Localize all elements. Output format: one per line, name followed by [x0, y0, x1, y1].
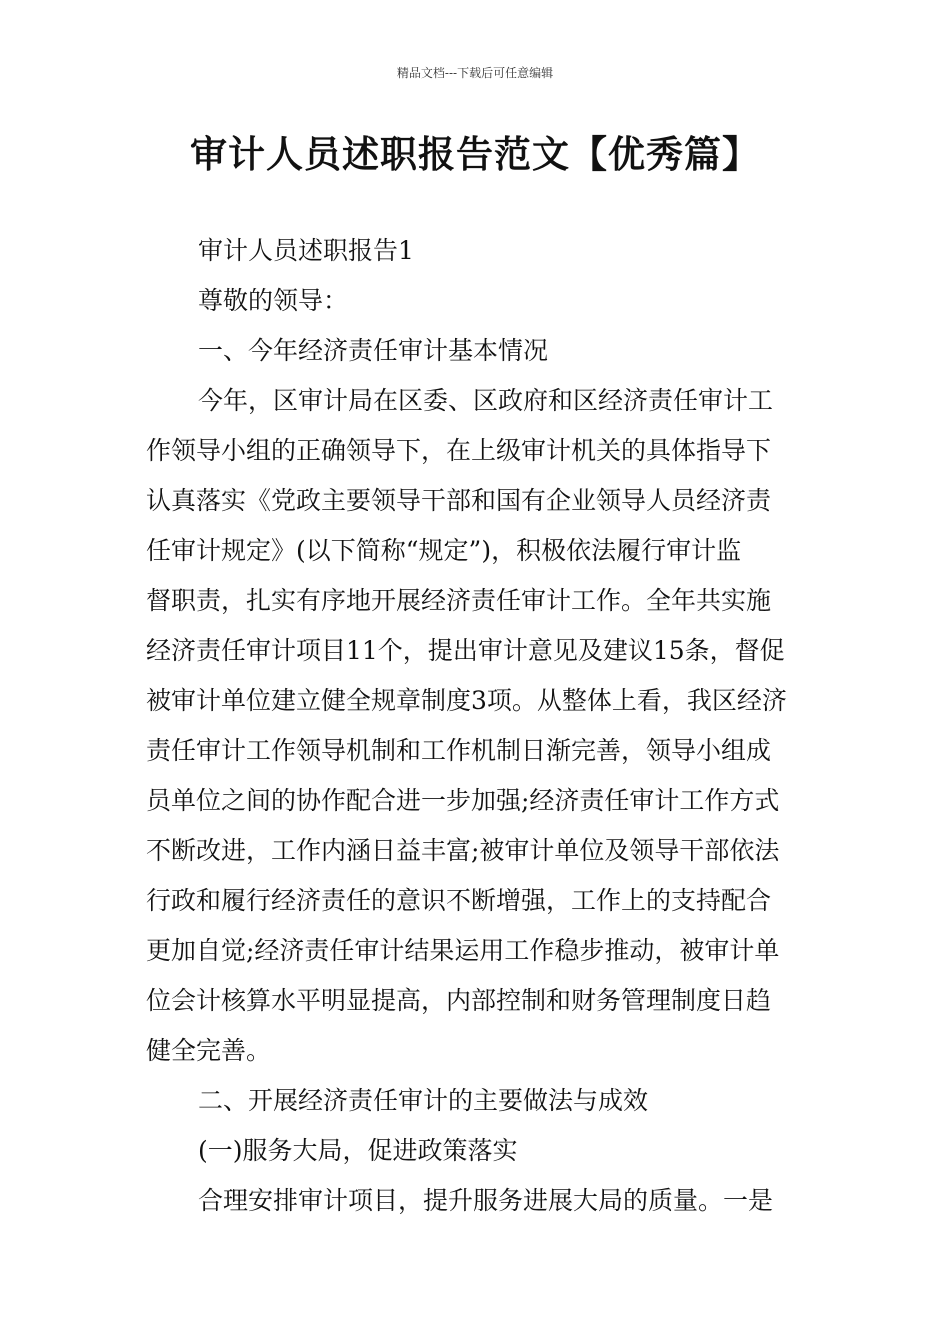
paragraph-line: 认真落实《党政主要领导干部和国有企业领导人员经济责: [146, 486, 772, 515]
report-subtitle: 审计人员述职报告1: [198, 236, 414, 265]
document-body: [146, 226, 806, 1226]
paragraph-line: 作领导小组的正确领导下，在上级审计机关的具体指导下: [146, 436, 772, 465]
header-note: 精品文档---下载后可任意编辑: [396, 66, 554, 80]
paragraph-line: 今年，区审计局在区委、区政府和区经济责任审计工: [198, 386, 774, 415]
document-title: 审计人员述职报告范文【优秀篇】: [190, 133, 760, 176]
paragraph-line: 行政和履行经济责任的意识不断增强，工作上的支持配合: [146, 886, 772, 915]
paragraph-line: 经济责任审计项目11个，提出审计意见及建议15条，督促: [146, 636, 785, 665]
salutation: 尊敬的领导：: [198, 286, 349, 315]
paragraph-line: 被审计单位建立健全规章制度3项。从整体上看，我区经济: [146, 686, 787, 715]
paragraph-line: 员单位之间的协作配合进一步加强;经济责任审计工作方式: [146, 786, 780, 815]
subsection-heading: (一)服务大局，促进政策落实: [198, 1136, 518, 1165]
paragraph-line: 合理安排审计项目，提升服务进展大局的质量。一是: [198, 1186, 774, 1215]
paragraph-line: 位会计核算水平明显提高，内部控制和财务管理制度日趋: [146, 986, 772, 1015]
section-heading-1: 一、今年经济责任审计基本情况: [198, 336, 549, 365]
paragraph-line: 任审计规定》(以下简称“规定”)，积极依法履行审计监: [146, 536, 742, 565]
section-heading-2: 二、开展经济责任审计的主要做法与成效: [198, 1086, 649, 1115]
paragraph-line: 不断改进，工作内涵日益丰富;被审计单位及领导干部依法: [146, 836, 780, 865]
paragraph-line: 督职责，扎实有序地开展经济责任审计工作。全年共实施: [146, 586, 772, 615]
paragraph-line: 更加自觉;经济责任审计结果运用工作稳步推动，被审计单: [146, 936, 780, 965]
paragraph-line: 责任审计工作领导机制和工作机制日渐完善，领导小组成: [146, 736, 772, 765]
paragraph-line: 健全完善。: [146, 1036, 272, 1065]
